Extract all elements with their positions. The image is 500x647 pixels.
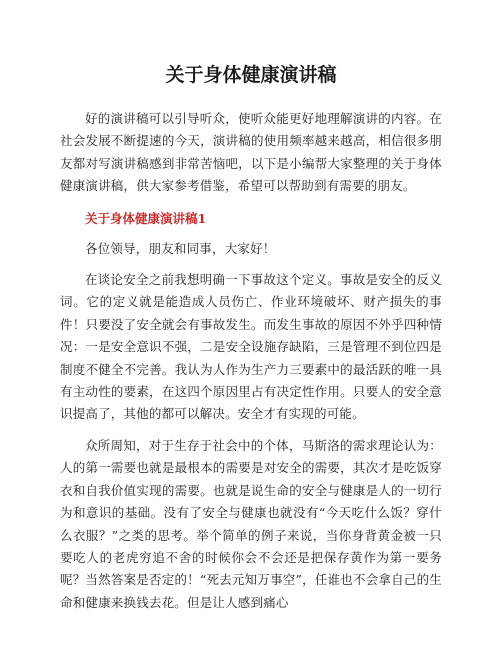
body-paragraph-accident-definition: 在谈论安全之前我想明确一下事故这个定义。事故是安全的反义词。它的定义就是能造成人员伤亡、作业环境破坏、财产损失的事件！只要没了安全就会有事故发生。而发生事故的原因不外乎四种情况：一是安全意识不强，二是安全设施存缺陷，三是管理不到位四是制度不健全不完善。我认为人作为生产力三要素中的最活跃的唯一具有主动性的要素，在这四个原因里占有决定性作用。只要人的安全意识提高了，其他的都可以解决。安全才有实现的可能。 [60,272,442,422]
greeting-paragraph: 各位领导，朋友和同事，大家好！ [85,240,276,256]
intro-paragraph: 好的演讲稿可以引导听众，使听众能更好地理解演讲的内容。在社会发展不断提速的今天，演讲稿的使用频率越来越高，相信很多朋友都对写演讲稿感到非常苦恼吧，以下是小编帮大家整理的关于身体健康演讲稿，供大家参考借鉴，希望可以帮助到有需要的朋友。 [60,111,442,194]
section-heading: 关于身体健康演讲稿1 [85,210,207,226]
page-title: 关于身体健康演讲稿 [165,64,337,86]
body-paragraph-maslow-needs: 众所周知，对于生存于社会中的个体，马斯洛的需求理论认为：人的第一需要也就是最根本的需要是对安全的需要，其次才是吃饭穿衣和自我价值实现的需要。也就是说生命的安全与健康是人的一切行为和意识的基础。没有了安全与健康也就没有“今天吃什么饭？穿什么衣服？”之类的思考。举个简单的例子来说，当你身背黄金被一只要吃人的老虎穷追不舍的时候你会不会还是把保存黄作为第一要务呢？当然答案是否定的！“死去元知万事空”，任谁也不会拿自己的生命和健康来换钱去花。但是让人感到痛心 [60,437,442,610]
